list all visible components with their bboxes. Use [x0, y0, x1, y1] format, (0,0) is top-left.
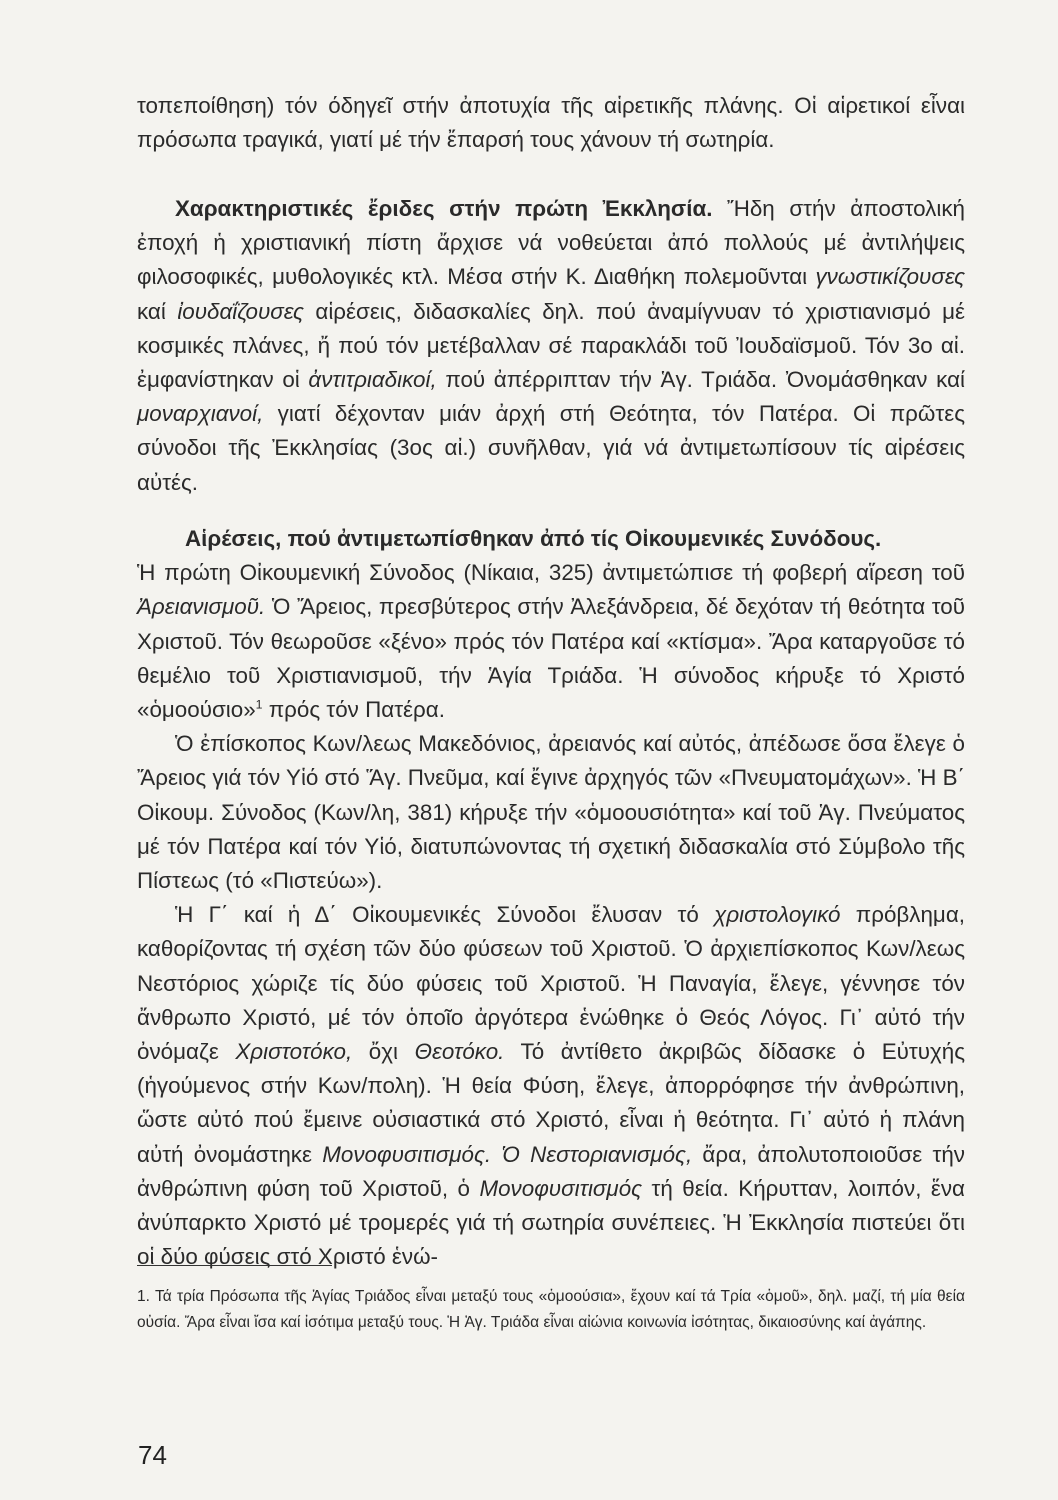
term-gnostic: γνωστικίζουσες [815, 264, 965, 290]
intro-continuation [137, 89, 965, 157]
footnote-ref: 1 [255, 697, 263, 712]
footnotes [137, 1284, 965, 1335]
term-monarchians: μοναρχιανοί, [137, 401, 264, 427]
footnote-divider [137, 1265, 332, 1266]
term-monophysitism-2: Μονοφυσιτισμός [479, 1175, 643, 1201]
section-early-church-paragraph: Χαρακτηριστικές ἔριδες στήν πρώτη Ἐκκλησία. Ἤδη στήν ἀποστολική ἐποχή ἡ χριστιανική πίστη ἄρχισε νά νοθεύεται ἀπό πολλούς μέ ἀντιλήψεις φιλοσοφικές, μυθολογικές κτλ. Μέσα στήν Κ. Διαθήκη πολεμοῦνται γνωστικίζουσες καί ἰουδαΐζουσες αἱρέσεις, διδασκαλίες δηλ. πού ἀναμίγνυαν τό χριστιανισμό μέ κοσμικές πλάνες, ἤ πού τόν μετέβαλλαν σέ παρακλάδι τοῦ Ἰουδαϊσμοῦ. Τόν 3ο αἰ. ἐμφανίστηκαν οἱ ἀντιτριαδικοί, πού ἀπέρριπταν τήν Ἁγ. Τριάδα. Ὀνομάσθηκαν καί μοναρχιανοί, γιατί δέχονταν μιάν ἀρχή στή Θεότητα, τόν Πατέρα. Οἱ πρῶτες σύνοδοι τῆς Ἐκκλησίας (3ος αἰ.) συνῆλθαν, γιά νά ἀντιμετωπίσουν τίς αἱρέσεις αὐτές. [137, 196, 965, 495]
paragraph-pneumatomachi: Ὁ ἐπίσκοπος Κων/λεως Μακεδόνιος, ἀρειανός καί αὐτός, ἀπέδωσε ὅσα ἔλεγε ὁ Ἄρειος γιά τόν Υἱό στό Ἅγ. Πνεῦμα, καί ἔγινε ἀρχηγός τῶν «Πνευματομάχων». Ἡ Β΄ Οἰκουμ. Σύνοδος (Κων/λη, 381) κήρυξε τήν «ὁμοουσιότητα» καί τοῦ Ἁγ. Πνεύματος μέ τόν Πατέρα καί τόν Υἱό, διατυπώνοντας τή σχετική διδασκαλία στό Σύμβολο τῆς Πίστεως (τό «Πιστεύω»). [137, 731, 965, 894]
term-antitrinitarians: ἀντιτριαδικοί, [308, 367, 437, 393]
section-early-church-heading: Χαρακτηριστικές ἔριδες στήν πρώτη Ἐκκλησία. [175, 196, 713, 221]
paragraph-christology: Ἡ Γ΄ καί ἡ Δ΄ Οἰκουμενικές Σύνοδοι ἔλυσαν τό χριστολογικό πρόβλημα, καθορίζοντας τή σχέση τῶν δύο φύσεων τοῦ Χριστοῦ. Ὁ ἀρχιεπίσκοπος Κων/λεως Νεστόριος χώριζε τίς δύο φύσεις τοῦ Χριστοῦ. Ἡ Παναγία, ἔλεγε, γέννησε τόν ἄνθρωπο Χριστό, μέ τόν ὁποῖο ἀργότερα ἑνώθηκε ὁ Θεός Λόγος. Γι᾿ αὐτό τήν ὀνόμαζε Χριστοτόκο, ὄχι Θεοτόκο. Τό ἀντίθετο ἀκριβῶς δίδασκε ὁ Εὐτυχής (ἡγούμενος στήν Κων/πολη). Ἡ θεία Φύση, ἔλεγε, ἀπορρόφησε τήν ἀνθρώπινη, ὥστε αὐτό πού ἔμεινε οὐσιαστικά στό Χριστό, εἶναι ἡ θεότητα. Γι᾿ αὐτό ἡ πλάνη αὐτή ὀνομάστηκε Μονοφυσιτισμός. Ὁ Νεστοριανισμός, ἄρα, ἀπολυτοποιοῦσε τήν ἀνθρώπινη φύση τοῦ Χριστοῦ, ὁ Μονοφυσιτισμός τή θεία. Κήρυτταν, λοιπόν, ἕνα ἀνύπαρκτο Χριστό μέ τρομερές γιά τή σωτηρία συνέπειες. Ἡ Ἐκκλησία πιστεύει ὅτι οἱ δύο φύσεις στό Χριστό ἑνώ- [137, 902, 966, 1270]
term-theotokos: Θεοτόκο. [414, 1039, 505, 1065]
term-monophysitism: Μονοφυσιτισμός. [322, 1141, 492, 1167]
section-ecumenical-councils-heading: Αἱρέσεις, πού ἀντιμετωπίσθηκαν ἀπό τίς Οἰκουμενικές Συνόδους. [185, 526, 882, 551]
term-christotokos: Χριστοτόκο, [235, 1039, 353, 1065]
section-ecumenical-councils [137, 522, 965, 1274]
page-number: 74 [138, 1440, 167, 1470]
paragraph-arianism: Ἡ πρώτη Οἰκουμενική Σύνοδος (Νίκαια, 325) ἀντιμετώπισε τή φοβερή αἵρεση τοῦ Ἀρειανισμοῦ. Ὁ Ἄρειος, πρεσβύτερος στήν Ἀλεξάνδρεια, δέ δεχόταν τή θεότητα τοῦ Χριστοῦ. Τόν θεωροῦσε «ξένο» πρός τόν Πατέρα καί «κτίσμα». Ἄρα καταργοῦσε τό θεμέλιο τοῦ Χριστιανισμοῦ, τήν Ἁγία Τριάδα. Ἡ σύνοδος κήρυξε τό Χριστό «ὁμοούσιο»$^1$ πρός τόν Πατέρα. [137, 560, 965, 723]
footnote-1: 1. Τά τρία Πρόσωπα τῆς Ἁγίας Τριάδος εἶναι μεταξύ τους «ὁμοούσια», ἔχουν καί τά Τρία «ὁμοῦ», δηλ. μαζί, τή μία θεία οὐσία. Ἄρα εἶναι ἴσα καί ἰσότιμα μεταξύ τους. Ἡ Ἁγ. Τριάδα εἶναι αἰώνια κοινωνία ἰσότητας, δικαιοσύνης καί ἀγάπης. [137, 1288, 965, 1331]
term-nestorianism: Ὁ Νεστοριανισμός, [501, 1141, 693, 1167]
intro-paragraph: τοπεποίθηση) τόν όδηγεῖ στήν ἀποτυχία τῆς αἱρετικῆς πλάνης. Οἱ αἱρετικοί εἶναι πρόσωπα τραγικά, γιατί μέ τήν ἔπαρσή τους χάνουν τή σωτηρία. [137, 93, 965, 153]
section-early-church [137, 192, 965, 500]
term-christological: χριστολογικό [714, 902, 841, 928]
term-arianism: Ἀρειανισμοῦ. [137, 594, 266, 620]
term-judaizing: ἰουδαΐζουσες [177, 298, 304, 324]
